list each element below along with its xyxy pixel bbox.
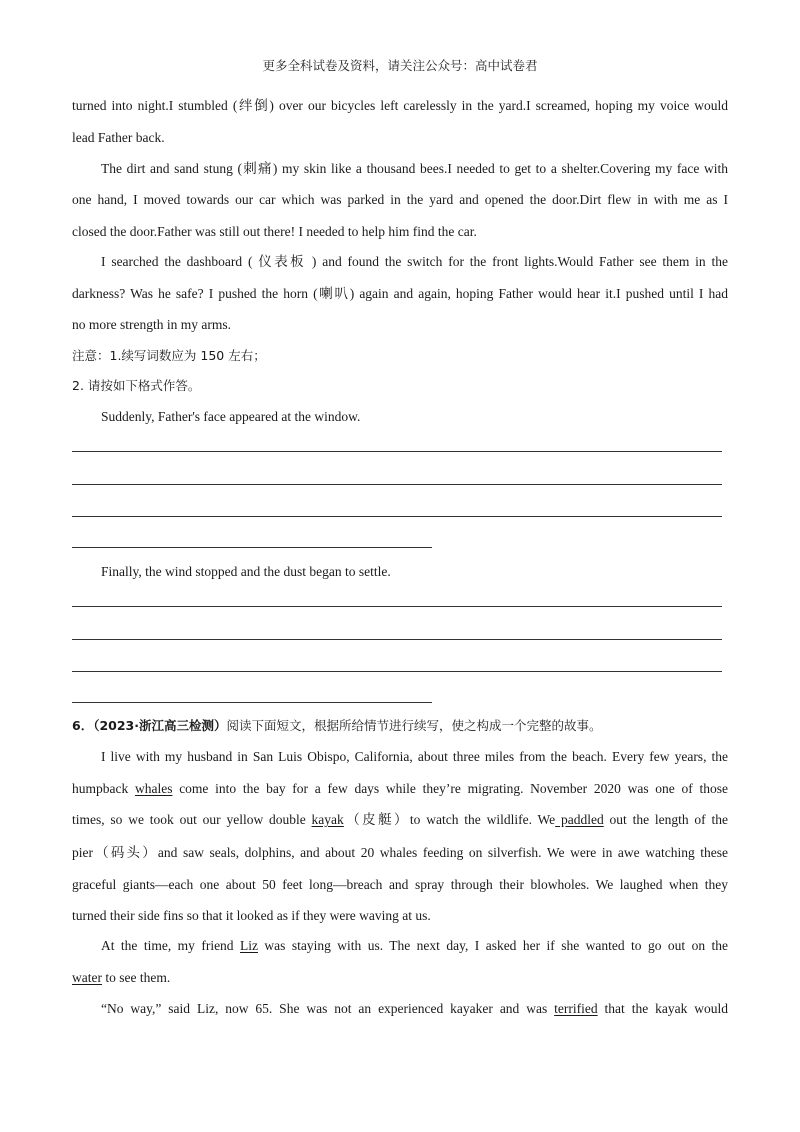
note-word-count: 注意：1.续写词数应为 150 左右； [72, 348, 266, 363]
prompt-paragraph-2: Finally, the wind stopped and the dust began to settle. [101, 564, 391, 579]
story-line: I searched the dashboard ( 仪表板 ) and found the switch for the front lights.Would Father see them in the [101, 254, 728, 269]
passage-line: “No way,” said Liz, now 65. She was not an experienced kayaker and was terrified that the kayak would [101, 1001, 728, 1016]
question-number: 6． [72, 718, 94, 733]
answer-line [72, 702, 432, 703]
passage-line: graceful giants—each one about 50 feet long—breach and spray through their blowholes. We laughed when they [72, 877, 728, 892]
answer-line [72, 547, 432, 548]
passage-line: pier（码头）and saw seals, dolphins, and about 20 whales feeding on silverfish. We were in awe watching these [72, 845, 728, 860]
question-source: （2023·浙江高三检测） [93, 718, 227, 733]
passage-line: turned their side fins so that it looked as if they were waving at us. [72, 908, 431, 923]
vocab-kayak: kayak [311, 812, 344, 827]
passage-line: humpback whales come into the bay for a few days while they’re migrating. November 2020 was one of those [72, 781, 728, 796]
vocab-paddled: paddled [555, 812, 604, 827]
answer-line [72, 606, 722, 607]
answer-line [72, 484, 722, 485]
question-6-heading [72, 716, 728, 736]
answer-line [72, 639, 722, 640]
passage-line: I live with my husband in San Luis Obispo, California, about three miles from the beach. Every few years, the [101, 749, 728, 764]
passage-line: At the time, my friend Liz was staying with us. The next day, I asked her if she wanted to go out on the [101, 938, 728, 953]
passage-line: times, so we took out our yellow double kayak（皮艇）to watch the wildlife. We paddled out the length of the [72, 812, 728, 827]
prompt-paragraph-1: Suddenly, Father's face appeared at the window. [101, 409, 361, 424]
story-line: closed the door.Father was still out there! I needed to help him find the car. [72, 224, 477, 239]
answer-line [72, 451, 722, 452]
story-line: turned into night.I stumbled (绊倒) over our bicycles left carelessly in the yard.I screamed, hoping my voice would [72, 98, 728, 113]
story-line: no more strength in my arms. [72, 317, 231, 332]
story-line: one hand, I moved towards our car which was parked in the yard and opened the door.Dirt flew in with me as I [72, 192, 728, 207]
vocab-terrified: terrified [554, 1001, 598, 1016]
page-header: 更多全科试卷及资料，请关注公众号：高中试卷君 [262, 58, 538, 73]
vocab-whales: whales [134, 781, 173, 796]
story-line: The dirt and sand stung (刺痛) my skin like a thousand bees.I needed to get to a shelter.Covering my face with [101, 161, 728, 176]
passage-line: water to see them. [72, 970, 171, 985]
question-instruction: 阅读下面短文，根据所给情节进行续写，使之构成一个完整的故事。 [226, 718, 602, 733]
story-line: darkness? Was he safe? I pushed the horn (喇叭) again and again, hoping Father would hear it.I pushed until I had [72, 286, 728, 301]
answer-line [72, 516, 722, 517]
answer-line [72, 671, 722, 672]
story-line: lead Father back. [72, 130, 165, 145]
note-format: 2. 请按如下格式作答。 [72, 378, 201, 393]
vocab-water: water [72, 970, 102, 985]
vocab-liz: Liz [240, 938, 258, 953]
